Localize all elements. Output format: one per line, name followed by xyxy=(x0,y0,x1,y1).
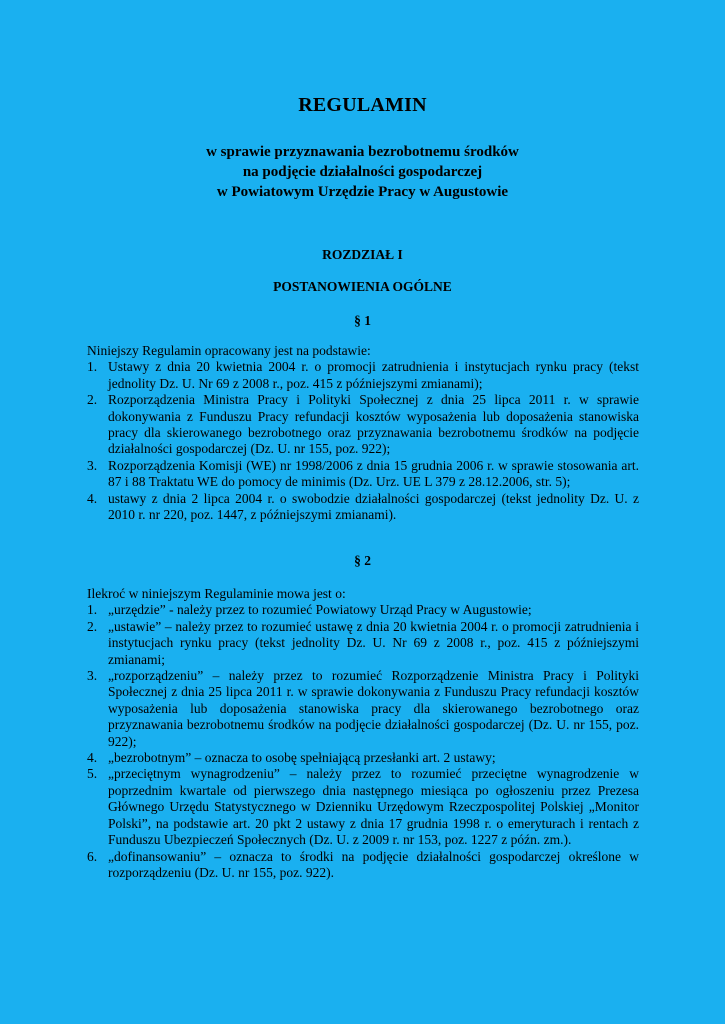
list-item-number: 2. xyxy=(87,392,98,408)
list-item-number: 3. xyxy=(87,668,98,684)
document-title: REGULAMIN xyxy=(298,94,427,116)
list-item-number: 6. xyxy=(87,848,98,864)
list-item-text: Ustawy z dnia 20 kwietnia 2004 r. o promocji zatrudnienia i instytucjach rynku pracy (tekst jednolity Dz. U. Nr 69 z 2008 r., poz. 415 z późniejszymi zmianami); xyxy=(108,359,639,391)
list-item xyxy=(87,750,639,766)
section-1-list xyxy=(87,359,639,523)
list-item-number: 4. xyxy=(87,750,98,766)
list-item-number: 1. xyxy=(87,602,98,618)
list-item xyxy=(87,491,639,524)
list-item-text: „dofinansowaniu” – oznacza to środki na podjęcie działalności gospodarczej określone w rozporządzeniu (Dz. U. nr 155, poz. 922). xyxy=(108,848,639,880)
list-item xyxy=(87,766,639,848)
list-item xyxy=(87,668,639,750)
list-item xyxy=(87,602,639,618)
list-item xyxy=(87,359,639,392)
list-item xyxy=(87,458,639,491)
list-item xyxy=(87,392,639,458)
section-2-list xyxy=(87,602,639,881)
list-item-number: 3. xyxy=(87,457,98,473)
list-item-number: 1. xyxy=(87,359,98,375)
subtitle-line: w sprawie przyznawania bezrobotnemu środków xyxy=(206,144,519,160)
list-item-text: „bezrobotnym” – oznacza to osobę spełniającą przesłanki art. 2 ustawy; xyxy=(108,750,496,766)
list-item-text: Rozporządzenia Ministra Pracy i Polityki Społecznej z dnia 25 lipca 2011 r. w sprawie dokonywania z Funduszu Pracy refundacji kosztów wyposażenia lub doposażenia stanowiska pracy dla skierowanego bezrobotnego oraz przyznawania bezrobotnemu środków na podjęcie działalności gospodarczej (Dz. U. nr 155, poz. 922); xyxy=(108,392,639,457)
section-2-intro: Ilekroć w niniejszym Regulaminie mowa jest o: xyxy=(87,586,346,601)
section-1-body xyxy=(87,343,639,523)
list-item-text: „rozporządzeniu” – należy przez to rozumieć Rozporządzenie Ministra Pracy i Polityki Społecznej z dnia 25 lipca 2011 r. w sprawie dokonywania z Funduszu Pracy refundacji kosztów wyposażenia lub doposażenia stanowiska pracy dla skierowanego bezrobotnego oraz przyznawania bezrobotnemu środków na podjęcie działalności gospodarczej (Dz. U. nr 155, poz. 922); xyxy=(108,668,639,749)
list-item-number: 4. xyxy=(87,490,98,506)
subtitle-line: na podjęcie działalności gospodarczej xyxy=(242,164,483,180)
list-item-number: 2. xyxy=(87,618,98,634)
subtitle-line: w Powiatowym Urzędzie Pracy w Augustowie xyxy=(216,184,509,200)
list-item-text: „przeciętnym wynagrodzeniu” – należy przez to rozumieć przeciętne wynagrodzenie w poprzednim kwartale od pierwszego dnia następnego miesiąca po ogłoszeniu przez Prezesa Głównego Urzędu Statystycznego w Dzienniku Urzędowym Rzeczpospolitej Polskiej „Monitor Polski”, na podstawie art. 20 pkt 2 ustawy z dnia 17 grudnia 1998 r. o emeryturach i rentach z Funduszu Ubezpieczeń Społecznych (Dz. U. z 2009 r. nr 153, poz. 1227 z późn. zm.). xyxy=(108,766,639,848)
list-item-number: 5. xyxy=(87,766,98,782)
section-2-body xyxy=(87,586,639,881)
list-item-text: „ustawie” – należy przez to rozumieć ustawę z dnia 20 kwietnia 2004 r. o promocji zatrudnienia i instytucjach rynku pracy (tekst jednolity Dz. U. Nr 69 z 2008 r., poz. 415 z późniejszymi zmianami; xyxy=(108,618,639,667)
section-1-heading: § 1 xyxy=(354,313,371,328)
chapter-heading: ROZDZIAŁ I xyxy=(322,247,403,262)
section-1-intro: Niniejszy Regulamin opracowany jest na podstawie: xyxy=(87,343,371,358)
list-item-text: „urzędzie” - należy przez to rozumieć Powiatowy Urząd Pracy w Augustowie; xyxy=(108,602,532,618)
list-item-text: ustawy z dnia 2 lipca 2004 r. o swobodzie działalności gospodarczej (tekst jednolity Dz. U. z 2010 r. nr 220, poz. 1447, z późniejszymi zmianami). xyxy=(108,490,639,523)
list-item xyxy=(87,619,639,668)
section-2-heading: § 2 xyxy=(354,553,371,568)
chapter-title: POSTANOWIENIA OGÓLNE xyxy=(273,279,452,294)
document-subtitle xyxy=(0,142,725,202)
list-item xyxy=(87,849,639,882)
list-item-text: Rozporządzenia Komisji (WE) nr 1998/2006 z dnia 15 grudnia 2006 r. w sprawie stosowania art. 87 i 88 Traktatu WE do pomocy de minimis (Dz. Urz. UE L 379 z 28.12.2006, str. 5); xyxy=(108,457,639,490)
